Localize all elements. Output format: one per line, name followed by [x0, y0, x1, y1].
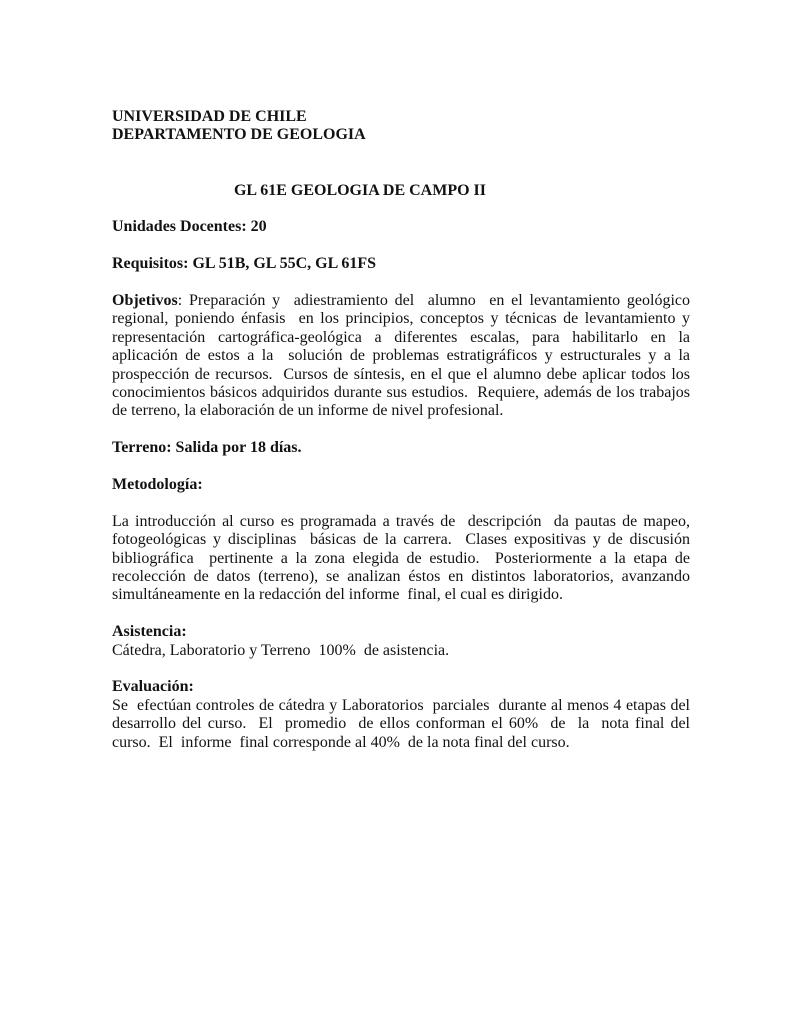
course-title: GL 61E GEOLOGIA DE CAMPO II [233, 181, 487, 199]
requisitos-line: Requisitos: GL 51B, GL 55C, GL 61FS [112, 255, 377, 273]
metodologia-paragraph: La introducción al curso es programada a través de descripción da pautas de mapeo, fotogeológicas y disciplinas básicas de la carrera. Clases expositivas y de discusión bibliográfica pertinente a la zona elegida de estudio. Posteriormente a la etapa de recolección de datos (terreno), se analizan éstos en distintos laboratorios, avanzando simultáneamente en la redacción del informe final, el cual es dirigido. [112, 512, 694, 604]
metodologia-heading: Metodología: [112, 476, 203, 494]
objetivos-label: Objetivos [112, 292, 178, 309]
terreno-line: Terreno: Salida por 18 días. [112, 439, 302, 457]
objetivos-body: : Preparación y adiestramiento del alumno en el levantamiento geológico regional, poniendo énfasis en los principios, conceptos y técnicas de levantamiento y representación cartográfica-geológica a diferentes escalas, para habilitarlo en la aplicación de estos a la solución de problemas estratigráficos y estructurales y a la prospección de recursos. Cursos de síntesis, en el que el alumno debe aplicar todos los conocimientos básicos adquiridos durante sus estudios. Requiere, además de los trabajos de terreno, la elaboración de un informe de nivel profesional. [112, 292, 694, 420]
university-name: UNIVERSIDAD DE CHILE [112, 108, 307, 125]
document-content [112, 108, 698, 770]
objetivos-paragraph [112, 292, 694, 421]
department-name: DEPARTAMENTO DE GEOLOGIA [112, 126, 366, 144]
asistencia-paragraph: Cátedra, Laboratorio y Terreno 100% de asistencia. [112, 641, 450, 659]
evaluacion-heading: Evaluación: [112, 678, 194, 696]
evaluacion-paragraph: Se efectúan controles de cátedra y Laboratorios parciales durante al menos 4 etapas del desarrollo del curso. El promedio de ellos conforman el 60% de la nota final del curso. El informe final corresponde al 40% de la nota final del curso. [112, 696, 698, 751]
asistencia-heading: Asistencia: [112, 623, 187, 641]
unidades-docentes-line: Unidades Docentes: 20 [112, 218, 267, 236]
letterhead [112, 108, 690, 145]
